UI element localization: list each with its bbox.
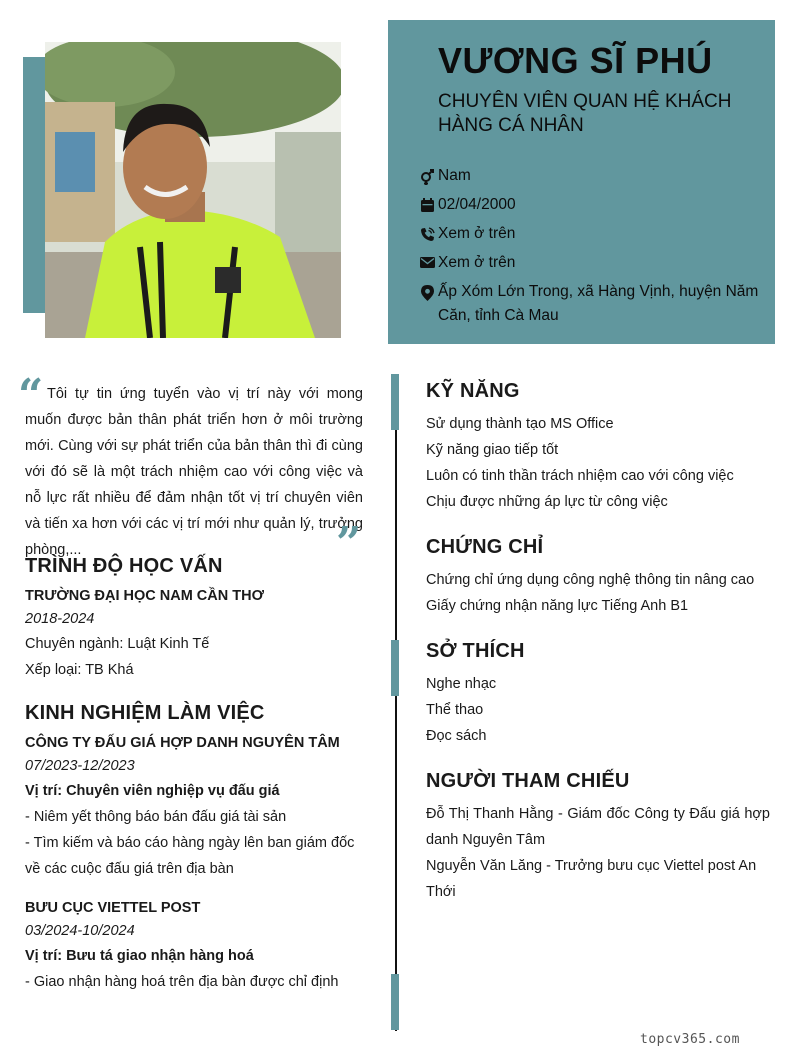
phone-value: Xem ở trên: [438, 225, 516, 242]
skill-item: Kỹ năng giao tiếp tốt: [426, 442, 559, 458]
job-company: BƯU CỤC VIETTEL POST: [25, 900, 201, 916]
job-company: CÔNG TY ĐẤU GIÁ HỢP DANH NGUYÊN TÂM: [25, 735, 340, 751]
skill-item: Sử dụng thành tạo MS Office: [426, 416, 614, 432]
education-period: 2018-2024: [25, 611, 95, 627]
phone-icon: [416, 222, 438, 246]
certificates-heading: CHỨNG CHỈ: [426, 536, 544, 558]
close-quote-icon: ”: [336, 518, 362, 569]
hobby-item: Nghe nhạc: [426, 676, 497, 692]
certificate-item: Giấy chứng nhận năng lực Tiếng Anh B1: [426, 598, 689, 614]
header-panel: [388, 20, 775, 344]
address-value: Ấp Xóm Lớn Trong, xã Hàng Vịnh, huyện Năm Căn, tỉnh Cà Mau: [438, 283, 759, 324]
divider-accent: [391, 374, 399, 430]
hobbies-heading: SỞ THÍCH: [426, 640, 525, 662]
reference-item: Đỗ Thị Thanh Hằng - Giám đốc Công ty Đấu giá hợp danh Nguyên Tâm: [426, 806, 770, 848]
address-row: [416, 280, 766, 328]
dob-row: [416, 193, 766, 217]
education-school: TRƯỜNG ĐẠI HỌC NAM CẦN THƠ: [25, 588, 264, 604]
skill-item: Chịu được những áp lực từ công việc: [426, 494, 668, 510]
job-duty: - Giao nhận hàng hoá trên địa bàn được chỉ định: [25, 974, 339, 990]
job-position: Vị trí: Bưu tá giao nhận hàng hoá: [25, 948, 254, 964]
divider-accent: [391, 640, 399, 696]
candidate-name: VƯƠNG SĨ PHÚ: [438, 40, 713, 81]
job-duty: - Tìm kiếm và báo cáo hàng ngày lên ban giám đốc về các cuộc đấu giá trên địa bàn: [25, 835, 355, 877]
hobby-item: Đọc sách: [426, 728, 487, 744]
calendar-icon: [416, 193, 438, 217]
skills-heading: KỸ NĂNG: [426, 380, 520, 402]
open-quote-icon: “: [18, 370, 44, 421]
footer-watermark: topcv365.com: [640, 1032, 740, 1047]
column-divider: [395, 376, 397, 1031]
job-duty: - Niêm yết thông báo bán đấu giá tài sản: [25, 809, 287, 825]
reference-item: Nguyễn Văn Lăng - Trưởng bưu cục Viettel post An Thới: [426, 858, 757, 900]
certificate-item: Chứng chỉ ứng dụng công nghệ thông tin nâng cao: [426, 572, 755, 588]
email-value: Xem ở trên: [438, 254, 516, 271]
job-period: 03/2024-10/2024: [25, 923, 135, 939]
envelope-icon: [416, 251, 438, 275]
email-row: [416, 251, 766, 275]
candidate-title: CHUYÊN VIÊN QUAN HỆ KHÁCH HÀNG CÁ NHÂN: [438, 91, 732, 136]
profile-photo: [45, 42, 341, 338]
gender-icon: [416, 164, 438, 188]
phone-row: [416, 222, 766, 246]
dob-value: 02/04/2000: [438, 196, 516, 213]
gender-value: Nam: [438, 167, 471, 184]
hobby-item: Thể thao: [426, 702, 484, 718]
references-heading: NGƯỜI THAM CHIẾU: [426, 770, 630, 792]
divider-accent: [391, 974, 399, 1030]
job-period: 07/2023-12/2023: [25, 758, 135, 774]
education-rank: Xếp loại: TB Khá: [25, 662, 134, 678]
career-objective: Tôi tự tin ứng tuyển vào vị trí này với mong muốn được bản thân phát triển hơn ở môi trường mới. Cùng với sự phát triển của bản thân thì đi cùng với đó sẽ là một trách nhiệm cao với công việc và nỗ lực rất nhiều để đảm nhận tốt vị trí chuyên viên và tiến xa hơn với các vị trí mới như quản lý, trưởng phòng,...: [25, 386, 363, 558]
education-heading: TRÌNH ĐỘ HỌC VẤN: [25, 555, 223, 577]
experience-heading: KINH NGHIỆM LÀM VIỆC: [25, 702, 265, 724]
job-position: Vị trí: Chuyên viên nghiệp vụ đấu giá: [25, 783, 280, 799]
skill-item: Luôn có tinh thần trách nhiệm cao với công việc: [426, 468, 734, 484]
gender-row: [416, 164, 766, 188]
location-pin-icon: [416, 280, 438, 328]
education-major: Chuyên ngành: Luật Kinh Tế: [25, 636, 210, 652]
